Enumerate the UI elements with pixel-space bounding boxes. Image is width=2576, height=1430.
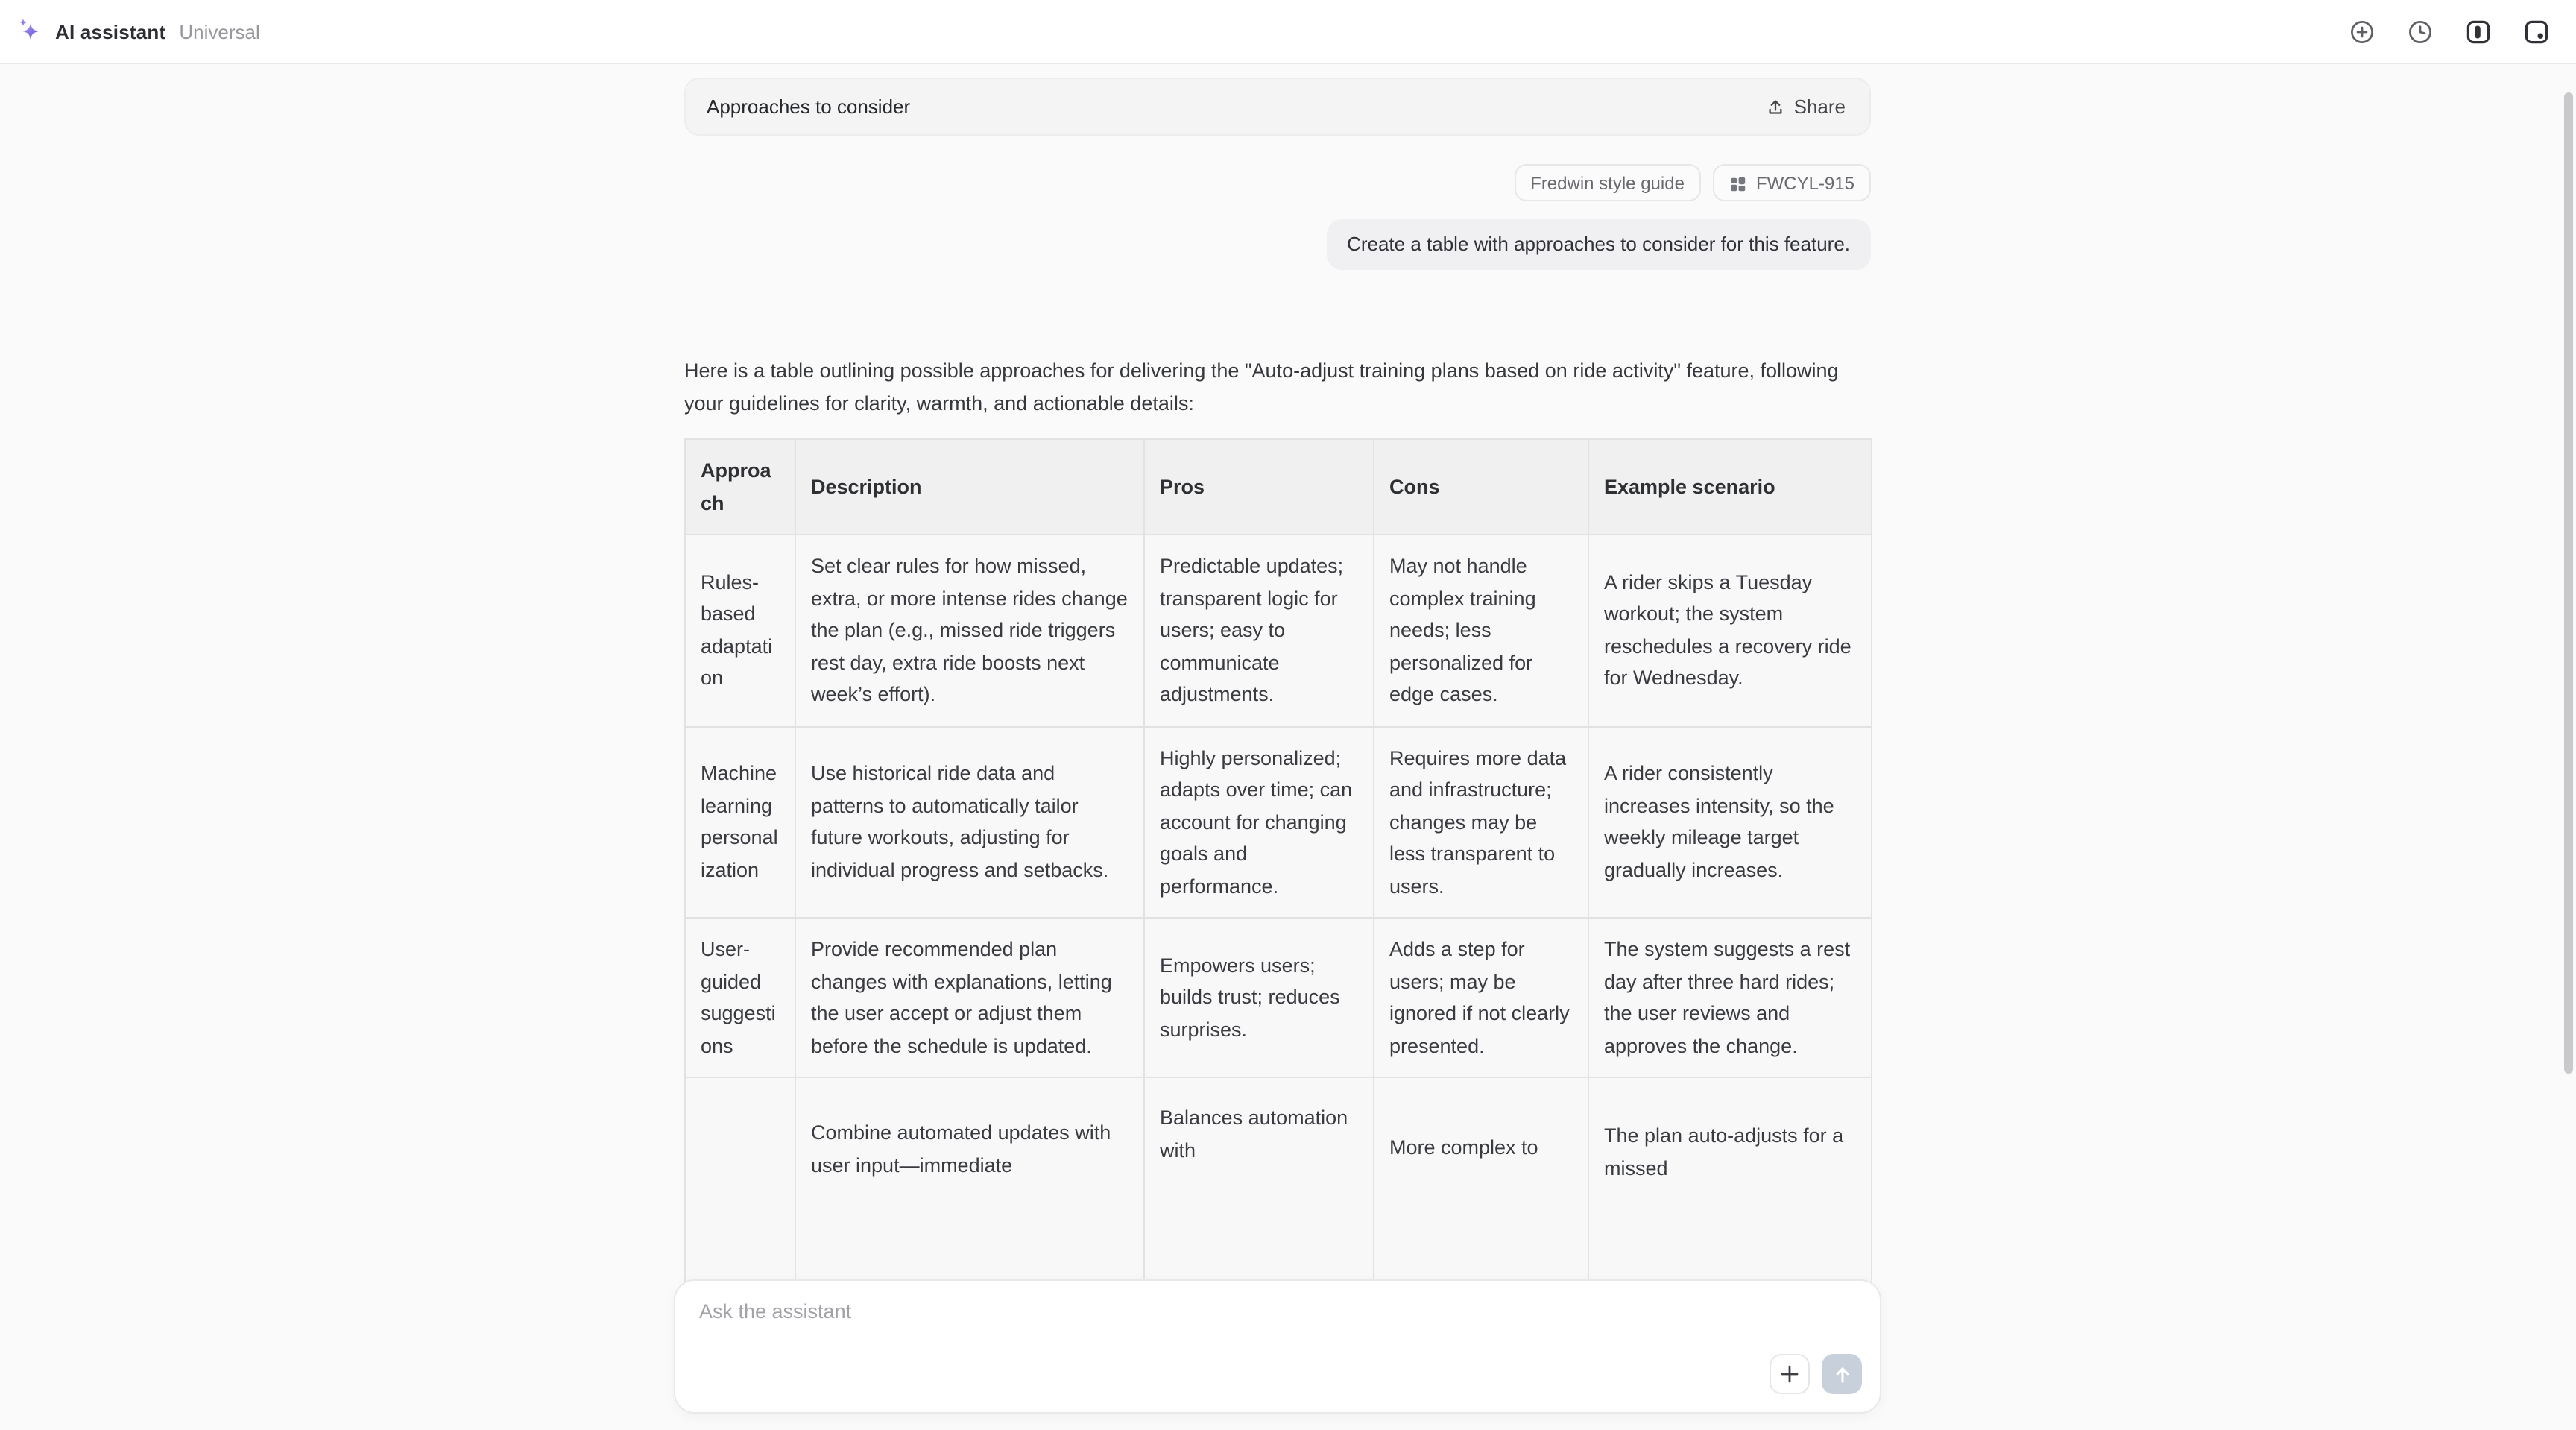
pip-corner-icon (2523, 19, 2548, 44)
table-cell: A rider skips a Tuesday workout; the system reschedules a recovery ride for Wednesday. (1588, 535, 1872, 726)
share-button[interactable] (1763, 89, 1849, 124)
table-cell: Requires more data and infrastructure; changes may be less transparent to users. (1374, 726, 1588, 918)
table-cell: Rules-based adaptation (685, 535, 795, 726)
context-chips (684, 164, 1871, 201)
table-cell: User-guided suggestions (685, 918, 795, 1077)
approaches-table (684, 438, 1872, 1317)
history-button[interactable] (2403, 15, 2436, 48)
conversation-title: Approaches to consider (707, 95, 911, 118)
assistant-intro-text: Here is a table outlining possible approaches for delivering the "Auto-adjust training plans based on ride activity" feature, following your guidelines for clarity, warmth, and actionable details: (684, 359, 1839, 414)
table-cell: Machine learning personalization (685, 726, 795, 918)
chip-label: Fredwin style guide (1530, 172, 1685, 193)
column-header: Description (795, 439, 1144, 535)
app-identity (15, 16, 260, 46)
new-conversation-button[interactable] (2345, 15, 2378, 48)
composer (674, 1279, 1881, 1414)
user-message-row (684, 219, 1871, 270)
table-cell: A rider consistently increases intensity, so the weekly mileage target gradually increases. (1588, 726, 1872, 918)
arrow-up-icon (1831, 1364, 1852, 1385)
context-chip-style-guide[interactable] (1514, 164, 1701, 201)
conversation-header-bar (684, 78, 1871, 136)
ask-assistant-input[interactable] (675, 1281, 1856, 1349)
table-cell: The system suggests a rest day after three hard rides; the user reviews and approves the change. (1588, 918, 1872, 1077)
column-header: Pros (1144, 439, 1374, 535)
chat-column (684, 78, 1871, 1317)
table-cell: Predictable updates; transparent logic for users; easy to communicate adjustments. (1144, 535, 1374, 726)
assistant-scope-label: Universal (179, 20, 260, 42)
open-in-sidebar-button[interactable] (2461, 15, 2494, 48)
table-cell: Use historical ride data and patterns to automatically tailor future workouts, adjusting for individual progress and setbacks. (795, 726, 1144, 918)
table-row (685, 918, 1872, 1077)
table-cell: Set clear rules for how missed, extra, or more intense rides change the plan (e.g., missed ride triggers rest day, extra ride boosts next week’s effort). (795, 535, 1144, 726)
table-cell: May not handle complex training needs; less personalized for edge cases. (1374, 535, 1588, 726)
clock-icon (2407, 19, 2432, 44)
open-in-window-button[interactable] (2519, 15, 2552, 48)
chat-workspace (0, 64, 2576, 1430)
table-cell: Empowers users; builds trust; reduces surprises. (1144, 918, 1374, 1077)
attach-button[interactable] (1770, 1354, 1810, 1394)
table-row (685, 726, 1872, 918)
plus-circle-icon (2349, 19, 2374, 44)
project-grid-icon (1729, 174, 1747, 192)
table-cell: Provide recommended plan changes with explanations, letting the user accept or adjust them before the schedule is updated. (795, 918, 1144, 1077)
table-header-row (685, 439, 1872, 535)
table-row (685, 535, 1872, 726)
column-header: Example scenario (1588, 439, 1872, 535)
send-button[interactable] (1822, 1354, 1862, 1394)
table-cell: More complex to (1374, 1077, 1588, 1316)
scrollbar-thumb[interactable] (2564, 92, 2573, 1074)
composer-actions (1770, 1354, 1862, 1394)
table-cell: Combine automated updates with user input—immediate (795, 1077, 1144, 1316)
split-panel-icon (2465, 19, 2490, 44)
app-title: AI assistant (55, 20, 166, 42)
column-header: Approach (685, 439, 795, 535)
share-upload-icon (1766, 96, 1787, 117)
context-chip-issue[interactable] (1713, 164, 1871, 201)
plus-icon (1778, 1363, 1801, 1385)
table-cell: Adds a step for users; may be ignored if not clearly presented. (1374, 918, 1588, 1077)
top-bar-actions (2345, 15, 2552, 48)
table-cell: The plan auto-adjusts for a missed (1588, 1077, 1872, 1316)
user-message-bubble: Create a table with approaches to consider for this feature. (1326, 219, 1871, 270)
share-button-label: Share (1793, 95, 1846, 118)
column-header: Cons (1374, 439, 1588, 535)
table-cell: Balances automation with (1144, 1077, 1374, 1316)
top-bar (0, 0, 2576, 64)
ai-sparkle-icon (15, 16, 45, 46)
table-cell: Highly personalized; adapts over time; can account for changing goals and performance. (1144, 726, 1374, 918)
chip-label: FWCYL-915 (1755, 172, 1854, 193)
